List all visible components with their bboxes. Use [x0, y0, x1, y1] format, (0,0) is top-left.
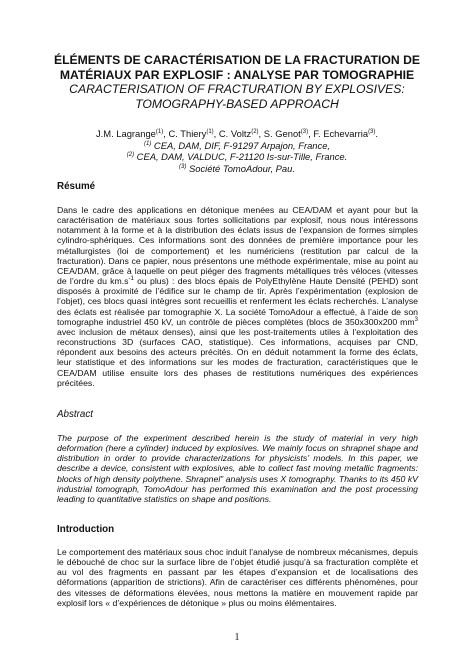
- page-number: 1: [234, 632, 240, 643]
- author: C. Thiery$^{(1)}$,: [168, 128, 219, 139]
- abstract-paragraph: The purpose of the experiment described herein is the study of material in very high deformation (here a cylinder) induced by explosives. We mainly focus on shrapnel shape and distribution in order to provide characterizations for physicists’ models. In this paper, we describe a device, consistent with explosives, able to collect fast moving metallic fragments: blocks of high density polythene. Shrapnel” analysis uses X tomography. Thanks to its 450 kV industrial tomograph, TomoAdour has performed this examination and the post processing leading to quantitative statistics on shape and positions.: [57, 433, 418, 504]
- introduction-paragraph: Le comportement des matériaux sous choc induit l’analyse de nombreux mécanismes, depuis le débouché de choc sur la surface libre de l’objet étudié jusqu’à sa fracturation complète et au vol des fragments en passant par les étapes d’expansion et de localisations des déformations (apparition de strictions). Afin de caractériser ces différents phénomènes, pour des vitesses de déformations élevées, nous mettons la matière en mouvement rapide par explosif lors « d’expériences de détonique » plus ou moins élémentaires.: [57, 547, 418, 608]
- author: J.M. Lagrange$^{(1)}$,: [95, 128, 169, 139]
- affiliation: $^{(3)}$ Société TomoAdour, Pau.: [179, 162, 295, 174]
- paper-title-english: CARACTERISATION OF FRACTURATION BY EXPLOSIVES: TOMOGRAPHY-BASED APPROACH: [69, 82, 405, 111]
- author-block: [40, 128, 434, 174]
- author: S. Genot$^{(3)}$,: [263, 128, 314, 139]
- resume-paragraph: Dans le cadre des applications en détonique menées au CEA/DAM et ayant pour but la caractérisation de matériaux sous fortes sollicitations par explosif, nous nous intéressons notamment à la forme et à la distribution des éclats issus de l’expansion de formes simples cylindro-sphériques. Ces informations sont des données de première importance pour les métallurgistes (loi de comportement) et les numériciens (restitution par calcul de la fracturation). Dans ce papier, nous présentons une méthode expérimentale, mise au point au CEA/DAM, grâce à laquelle on peut piéger des fragments métalliques très véloces (vitesses de l’ordre du $km.s^{-1}$ ou plus) : des blocs épais de PolyEthylène Haute Densité (PEHD) sont disposés à proximité de l’édifice sur le champ de tir. Après l’expérimentation (explosion de l’objet), ces blocs quasi intègres sont recueillis et renferment les éclats recherchés. L’analyse des éclats est réalisée par tomographie X. La société TomoAdour a effectué, à l’aide de son tomographe industriel 450 kV, un contrôle de pièces complètes (blocs de 350x300x200 $mm^3$ avec inclusion de métaux denses), ainsi que les post-traitements utiles à l’exploitation des reconstructions 3D (surfaces CAO, statistique). Ces informations, acquises par CND, répondent aux besoins des acteurs précités. On en déduit notamment la forme des éclats, leur statistique et des informations sur les modes de fracturation, caractéristiques que le CEA/DAM utilise ensuite lors des phases de restitutions numériques des expériences précitées.: [57, 205, 419, 388]
- introduction-heading: Introduction: [57, 524, 115, 535]
- abstract-heading: Abstract: [57, 409, 93, 420]
- affiliation: $^{(1)}$ CEA, DAM, DIF, F-91297 Arpajon, France,: [143, 139, 331, 151]
- paper-title-french: ÉLÉMENTS DE CARACTÉRISATION DE LA FRACTURATION DE MATÉRIAUX PAR EXPLOSIF : ANALYSE PAR TOMOGRAPHIE: [53, 53, 421, 82]
- author: C. Voltz$^{(2)}$,: [218, 128, 264, 139]
- resume-heading: Résumé: [57, 181, 96, 192]
- author-list: [40, 128, 434, 140]
- affiliation: $^{(2)}$ CEA, DAM, VALDUC, F-21120 Is-sur-Tille, France.: [126, 151, 348, 163]
- author: F. Echevarria$^{(3)}$.: [313, 128, 379, 139]
